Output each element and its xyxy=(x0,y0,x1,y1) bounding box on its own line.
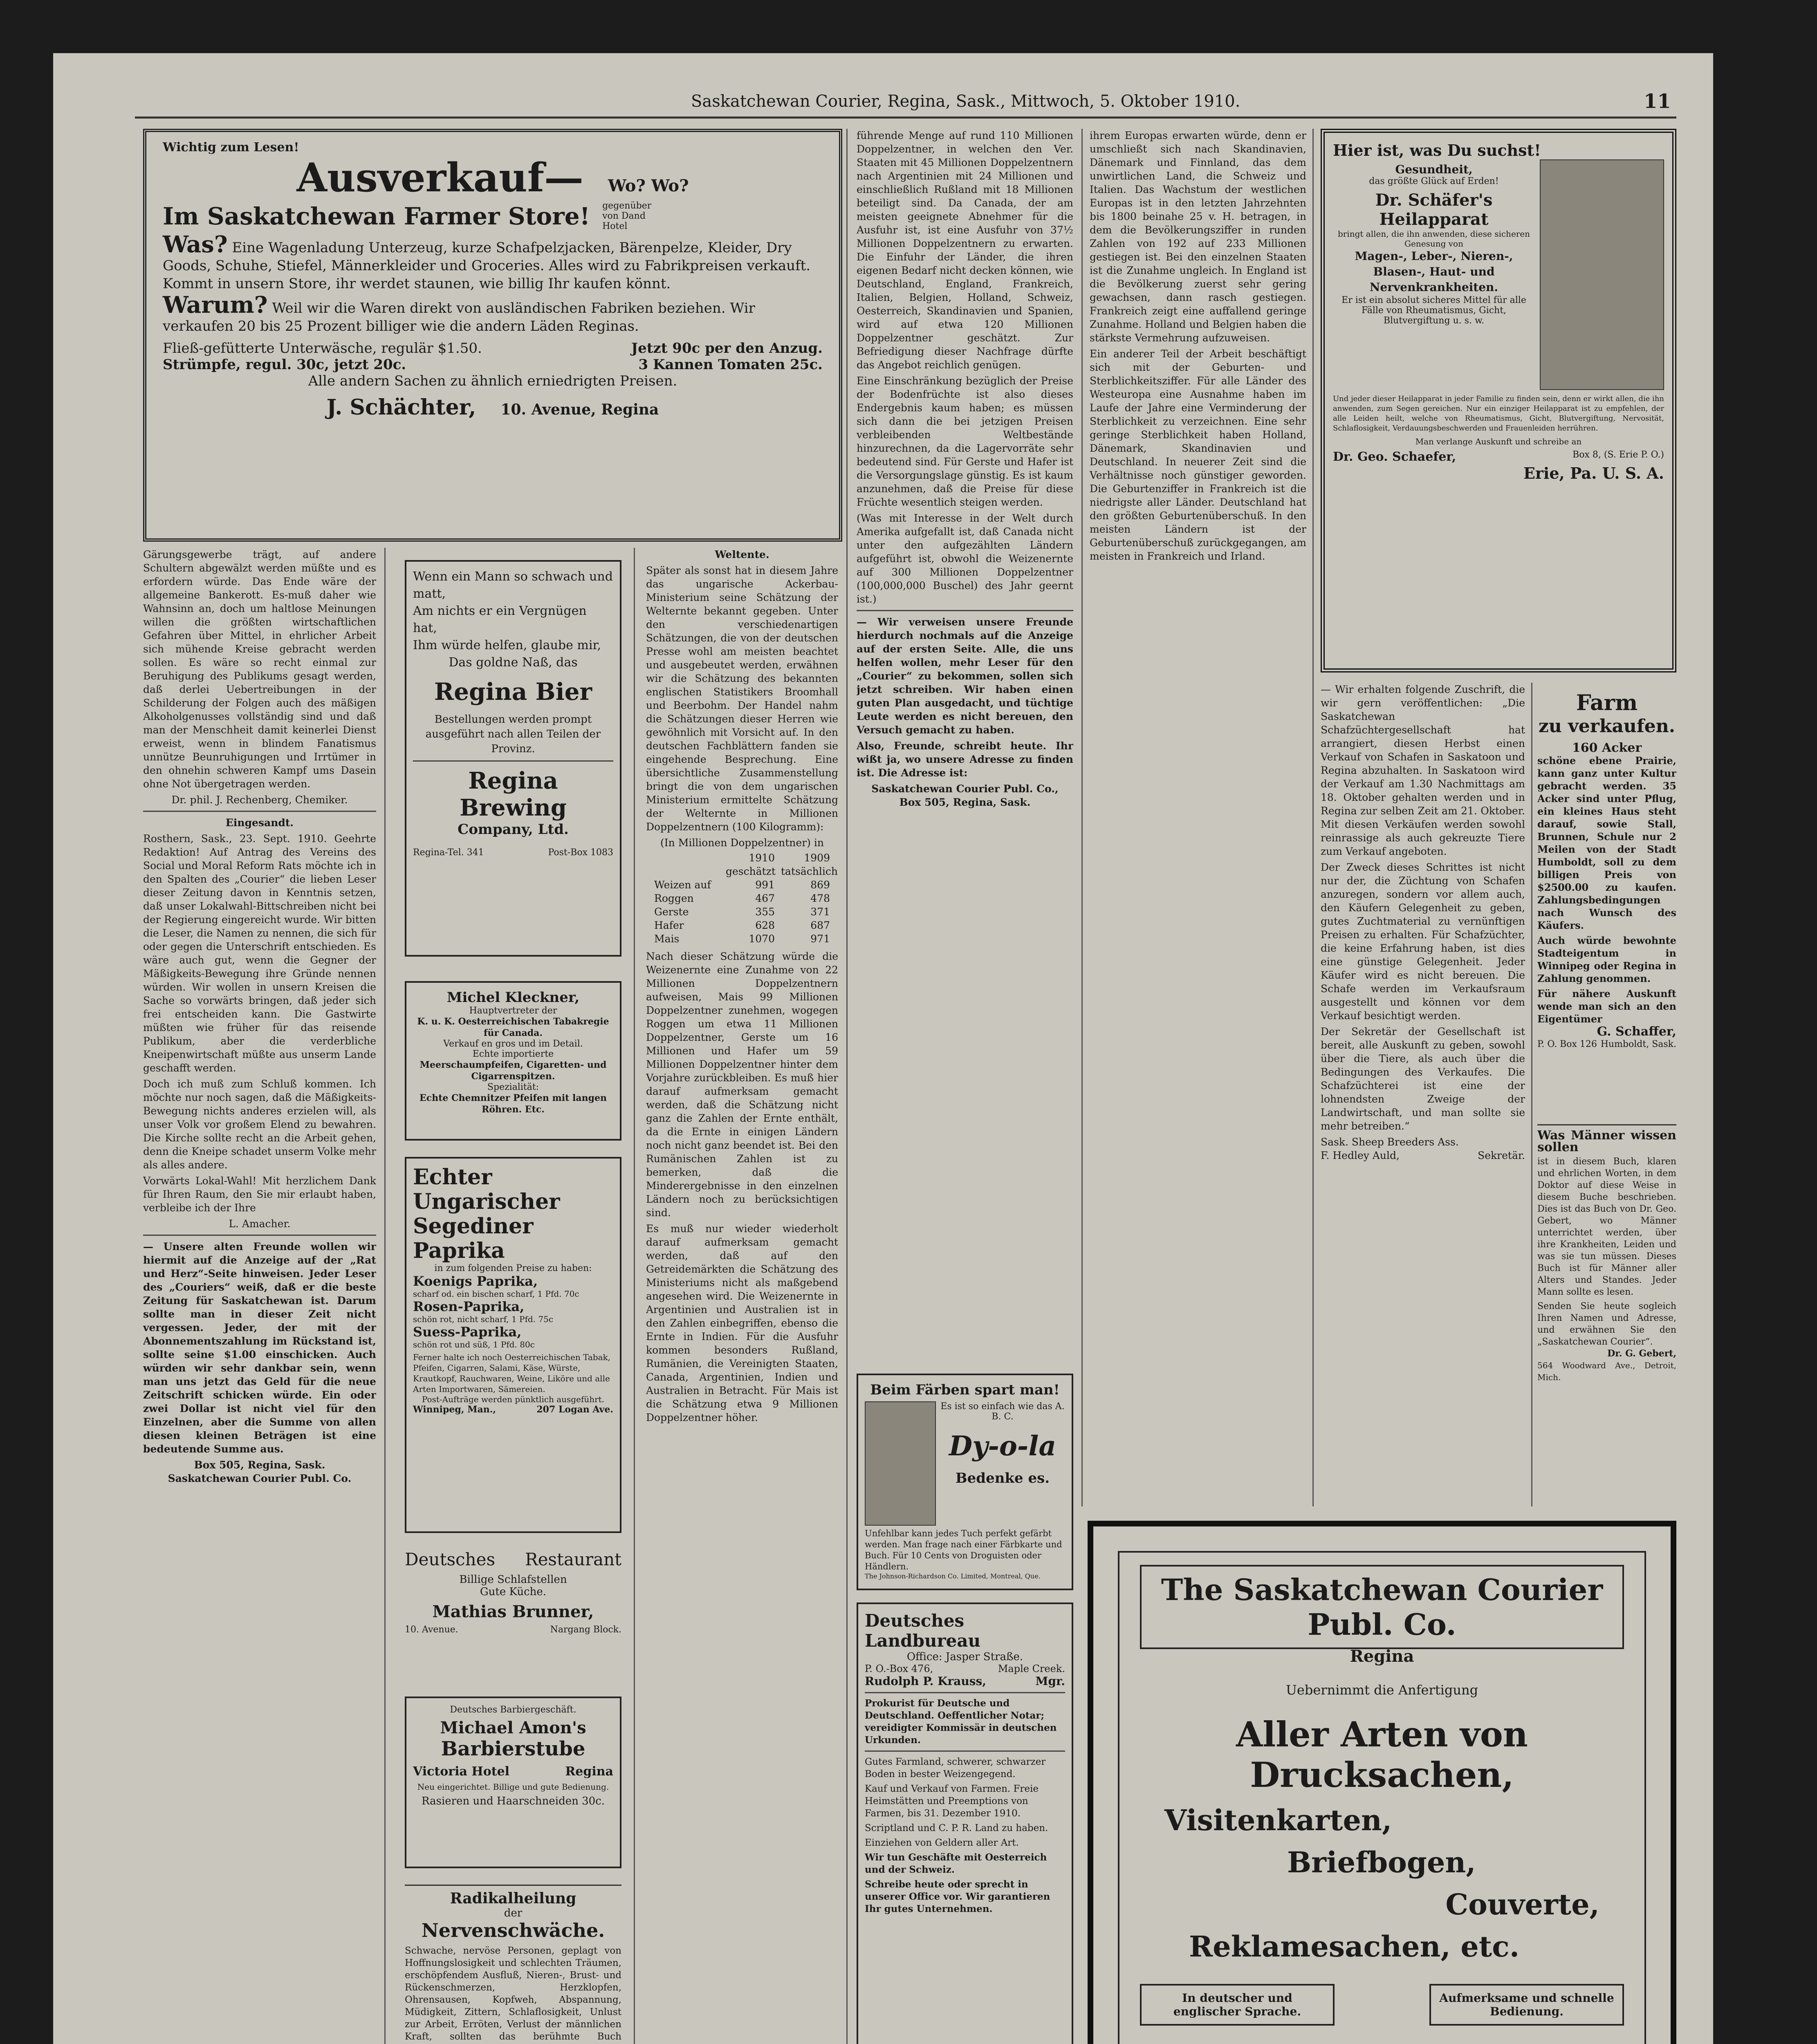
col-d-text: ihrem Europas erwarten würde, denn er umschließt sich nach Skandinavien, Dänemark und Finnland, das dem unwirtlichen Land, die Schweiz und Italien. Das Wachstum der westlichen Europas ist in den letzten Jahrzehnten bis 1800 beinahe 25 v. H. betragen, in dem die Bevölkerungsziffer in runden Zahlen von 192 auf 233 Millionen gestiegen ist. Bei den einzelnen Staaten ist die Zunahme ungleich. In England ist die Bevölkerung zuerst sehr gering gewachsen, dann rasch gestiegen. Frankreich zeigt eine auffallend geringe Zunahme. Holland und Belgien haben die stärkste Vermehrung aufzuweisen. xyxy=(1090,130,1306,344)
druck-box-2: Aufmerksame und schnelle Bedienung. xyxy=(1429,1984,1624,2026)
was-text: Eine Wagenladung Unterzeug, kurze Schafpelzjacken, Bärenpelze, Kleider, Dry Goods, Schuhe, Stiefel, Männerkleider und Groceries. Alles wird zu Fabrikpreisen verkauft. Kommt in unsern Store, ihr werdet staunen, wie billig Ihr kaufen könnt. xyxy=(163,240,811,292)
top-rule xyxy=(135,117,1676,119)
radikal-text: Schwache, nervöse Personen, geplagt von Hoffnungslosigkeit und schlechten Träumen, erschöpfendem Ausfluß, Nieren-, Brust- und Rückenschmerzen, Herzklopfen, Ohrensausen, Kopfweh, Abspannung, Müdigkeit, Zittern, Schlaflosigkeit, Unlust zur Arbeit, Erröten, Verlust der männlichen Kraft, sollten das berühmte Buch xyxy=(405,1945,621,2042)
table-row: Hafer 628 687 xyxy=(654,919,830,931)
weltente-text: Später als sonst hat in diesem Jahre das ungarische Ackerbau-Ministerium seine Schätzung der Welternte bekannt gegeben. Unter den verschiedenartigen Schätzungen, die von der deutschen Presse wohl am meisten beachtet und ausgebeutet werden, erwähnen wir die Schätzung des bekannten englischen Statistikers Broomhall und Beerbohm. Der Handel nahm die Schätzungen dieser Herren wie gewöhnlich mit Vorsicht auf. In den deutschen Fachblättern fanden sie eingehende Besprechung. Eine übersichtliche Zusammenstellung bringt die von dem ungarischen Ministerium ermittelte Schätzung der Welternte in Millionen Doppelzentnern (100 Kilogramm): xyxy=(646,565,838,833)
landbureau-line-6: Wir tun Geschäfte mit Oesterreich und der Schweiz. xyxy=(865,1852,1047,1875)
landbureau-line-5: Einziehen von Geldern aller Art. xyxy=(865,1838,1019,1848)
table-row: Weizen auf 991 869 xyxy=(654,879,830,891)
paprika-title-4: Paprika xyxy=(413,1238,505,1263)
druck-ad-outer xyxy=(1088,1521,1676,2044)
bier-brand: Regina Bier xyxy=(434,678,592,706)
kleckner-line-3: Verkauf en gros und im Detail. xyxy=(443,1039,583,1049)
col-c-freunde-addr-2: Box 505, Regina, Sask. xyxy=(899,796,1031,808)
radikal-title-3: Nervenschwäche. xyxy=(421,1919,605,1941)
paprika-item-1: Koenigs Paprika, xyxy=(413,1273,538,1289)
schaefer-box: Box 8, (S. Erie P. O.) xyxy=(1572,450,1664,460)
barbier-ad xyxy=(405,1697,621,1868)
ausverkauf-tag: Wichtig zum Lesen! xyxy=(163,140,299,155)
paprika-item-3: Suess-Paprika, xyxy=(413,1324,522,1340)
col-c-text-2: Eine Einschränkung bezüglich der Preise der Bodenfrüchte ist also dieses Endergebnis kaum haben; es müssen sich dann die bei jetzigen Preisen verbleibenden Weltbestände hinzurechnen, da die Lagervorräte sehr bedeutend sind. Für Gerste und Hafer ist die Versorgungslage günstig. Es ist kaum anzunehmen, daß die Preise für diese Früchte wesentlich steigen werden. xyxy=(857,375,1073,508)
farm-box: P. O. Box 126 xyxy=(1537,1039,1597,1049)
schaefer-line-1: bringt allen, die ihn anwenden, diese sicheren Genesung von xyxy=(1337,229,1530,249)
dyola-maker: The Johnson-Richardson Co. Limited, Montreal, Que. xyxy=(865,1572,1041,1580)
schaefer-line-3: Er ist ein absolut sicheres Mittel für alle Fälle von Rheumatismus, Gicht, Blutvergiftung u. s. w. xyxy=(1341,295,1526,326)
farm-city: Humboldt, Sask. xyxy=(1600,1039,1676,1049)
eingesandt-closing: Vorwärts Lokal-Wahl! Mit herzlichem Dank für Ihren Raum, den Sie mir erlaubt haben, verbleibe ich der Ihre xyxy=(143,1175,376,1214)
schaefer-city: Erie, Pa. U. S. A. xyxy=(1523,464,1664,482)
barbier-name-2: Barbierstube xyxy=(441,1737,585,1760)
landbureau-line-4: Scriptland und C. P. R. Land zu haben. xyxy=(865,1823,1048,1833)
farm-text: schöne ebene Prairie, kann ganz unter Kultur gebracht werden. 35 Acker sind unter Pflug, ein kleines Haus steht darauf, sowie Stall, Brunnen, Schule nur 2 Meilen von der Stadt Humboldt, soll zu dem billigen Preis von $2500.00 zu kaufen. Zahlungsbedingungen nach Wunsch des Käufers. xyxy=(1537,755,1676,931)
freunde-address-1: Box 505, Regina, Sask. xyxy=(194,1459,325,1471)
maenner-heading: Was Männer wissen sollen xyxy=(1537,1128,1676,1154)
kleckner-line-5: Meerschaumpfeifen, Cigaretten- und Cigarrenspitzen. xyxy=(419,1060,607,1082)
schaefer-note: Man verlange Auskunft und schreibe an xyxy=(1415,437,1582,446)
restaurant-line-2: Gute Küche. xyxy=(480,1586,547,1598)
brewing-box: Post-Box 1083 xyxy=(548,847,613,858)
druck-item-1: Visitenkarten, xyxy=(1164,1803,1392,1837)
table-row: Roggen 467 478 xyxy=(654,892,830,904)
druck-lead: Uebernimmt die Anfertigung xyxy=(1285,1682,1478,1698)
ausverkauf-wo: Wo? Wo? xyxy=(608,176,689,195)
schaefer-ad xyxy=(1321,129,1676,672)
bier-line-1: Wenn ein Mann so schwach und matt, xyxy=(413,569,613,601)
druck-company: The Saskatchewan Courier Publ. Co. xyxy=(1140,1565,1624,1649)
col-c-freunde-close: Also, Freunde, schreibt heute. Ihr wißt ja, wo unsere Adresse zu finden ist. Die Adresse ist: xyxy=(857,740,1073,779)
landbureau-ad xyxy=(857,1602,1073,2044)
maenner-text-2: Senden Sie heute sogleich Ihren Namen und Adresse, und erwähnen Sie den „Saskatchewan Courier“. xyxy=(1537,1301,1676,1347)
maenner-doctor: Dr. G. Gebert, xyxy=(1607,1348,1676,1359)
restaurant-line-1: Billige Schlafstellen xyxy=(459,1573,567,1586)
schaefer-name: Dr. Schäfer's Heilapparat xyxy=(1375,191,1493,229)
radikal-title-1: Radikalheilung xyxy=(450,1890,577,1907)
maenner-address: 564 Woodward Ave., Detroit, Mich. xyxy=(1537,1360,1676,1382)
dyola-text: Unfehlbar kann jedes Tuch perfekt gefärbt werden. Man frage nach einer Färbkarte und Buch. Für 10 Cents von Droguisten oder Händlern. xyxy=(865,1529,1062,1571)
schaefer-heading: Hier ist, was Du suchst! xyxy=(1333,141,1541,159)
schaefer-sub-2: das größte Glück auf Erden! xyxy=(1369,176,1499,186)
barbier-top: Deutsches Barbiergeschäft. xyxy=(450,1705,577,1715)
col-c-freunde-addr-1: Saskatchewan Courier Publ. Co., xyxy=(871,783,1059,795)
restaurant-ad xyxy=(405,1549,621,1684)
weltente-table xyxy=(646,849,838,947)
landbureau-city: Maple Creek. xyxy=(998,1663,1065,1674)
druck-box-1: In deutscher und englischer Sprache. xyxy=(1140,1984,1335,2026)
druck-ad-inner xyxy=(1118,1551,1646,2044)
col1-top-sign: Dr. phil. J. Rechenberg, Chemiker. xyxy=(171,794,348,806)
kleckner-line-6: Spezialität: xyxy=(487,1082,539,1092)
eingesandt-text-2: Doch ich muß zum Schluß kommen. Ich möchte nur noch sagen, daß die Mäßigkeits-Bewegung nichts anderes erzielen will, als unser Volk vor großem Elend zu bewahren. Die Kirche sollte recht an die Arbeit gehen, denn die Kneipe schadet unserm Volke mehr als alles andere. xyxy=(143,1078,376,1171)
landbureau-title-2: Landbureau xyxy=(865,1631,981,1651)
landbureau-line-2: Gutes Farmland, schwerer, schwarzer Boden in bester Weizengegend. xyxy=(865,1757,1046,1780)
schaf-text: — Wir erhalten folgende Zuschrift, die wir gern veröffentlichen: „Die Saskatchewan Schafzüchtergesellschaft hat arrangiert, diesen Herbst einen Verkauf von Schafen in Saskatoon und Regina abzuhalten. In Saskatoon wird der Verkauf am 1.30 Nachmittags am 18. Oktober gehalten werden und in Regina zur selben Zeit am 21. Oktober. Mit diesen Verkäufen werden sowohl reinrassige als auch gekreuzte Tiere zum Verkauf angeboten. xyxy=(1321,684,1525,857)
kleckner-line-1: Hauptvertreter der xyxy=(469,1006,557,1016)
was-question: Was? xyxy=(163,231,228,258)
weltente-text-2: Nach dieser Schätzung würde die Weizenernte eine Zunahme von 22 Millionen Doppelzentnern aufweisen, Mais 99 Millionen Doppelzentner zunehmen, wogegen Roggen um etwa 11 Millionen Doppelzentner, Gerste um 16 Millionen und Hafer um 59 Millionen Doppelzentner hinter dem Vorjahre zurückbleiben. Es muß hier darauf aufmerksam gemacht werden, daß die Schätzung nicht ganz die Zahlen der Ernte enthält, da die Ernte in einigen Ländern noch nicht ganz beendet ist. Bei den Rumänischen Zahlen ist zu bemerken, daß die Minderergebnisse in den einzelnen Ländern noch zu berücksichtigen sind. xyxy=(646,950,838,1219)
column-1 xyxy=(143,548,376,2044)
col1-top-text: Gärungsgewerbe trägt, auf andere Schultern abgewälzt werden müßte und es erfordern würde. Das Ende wäre der allgemeine Bankerott. Es-muß daher wie Wahnsinn an, doch um haltlose Meinungen willen die größten wirtschaftlichen Gefahren über Mittel, in ehrlicher Arbeit sich mühende Kreise gebracht werden sollen. Es wäre so recht einmal zur Beruhigung des Publikums gesagt werden, daß derlei Uebertreibungen in der Schilderung der Folgen auch des mäßigen Alkoholgenusses vollständig sind und daß man der Menschheit damit keinerlei Dienst erweist, wenn in blindem Fanatismus unnütze Beunruhigungen und Irrtümer in den ohnehin schweren Kampf ums Dasein ohne Not übergetragen werden. xyxy=(143,549,376,790)
brewing-company: Regina Brewing xyxy=(460,767,567,821)
landbureau-line-1: Prokurist für Deutsche und Deutschland. Oeffentlicher Notar; vereidigter Kommissär in deutschen Urkunden. xyxy=(865,1698,1057,1746)
col-c-freunde-text: — Wir verweisen unsere Freunde hierdurch nochmals auf die Anzeige auf der ersten Seite. Alle, die uns helfen wollen, mehr Leser für den „Courier“ zu bekommen, sollen sich jetzt schreiben. Wir haben einen guten Plan ausgedacht, und tüchtige Leute werden es nicht bereuen, den Versuch gemacht zu haben. xyxy=(857,616,1073,736)
table-row: Mais 1070 971 xyxy=(654,933,830,945)
column-4 xyxy=(857,129,1073,1363)
schaefer-line-2: Magen-, Leber-, Nieren-, Blasen-, Haut- und Nervenkrankheiten. xyxy=(1355,249,1513,294)
barbier-name-1: Michael Amon's xyxy=(440,1718,586,1737)
eingesandt-sign: L. Amacher. xyxy=(229,1218,291,1230)
col-d-text-2: Ein anderer Teil der Arbeit beschäftigt sich mit der Geburten- und Sterblichkeitsziffer. Für alle Länder des Westeuropa eine Ausnahme haben im Laufe der Jahre eine Verminderung der Sterblichkeit zu verzeichnen. Eine sehr geringe Sterblichkeit haben Holland, Dänemark, Skandinavien und Deutschland. In neuerer Zeit sind die Verhältnisse noch günstiger geworden. Die Geburtenziffer in Frankreich ist die niedrigste aller Länder. Deutschland hat den größten Geburtenüberschuß. In den meisten Ländern ist der Geburtenüberschuß zurückgegangen, am meisten in Frankreich und Irland. xyxy=(1090,348,1306,562)
kleckner-line-7: Echte Chemnitzer Pfeifen mit langen Röhren. Etc. xyxy=(419,1093,607,1115)
page-number: 11 xyxy=(1644,90,1671,113)
paprika-item-3b: schön rot und süß, 1 Pfd. 80c xyxy=(413,1340,535,1349)
radikal-title-2: der xyxy=(504,1907,523,1919)
heilapparat-illustration xyxy=(1540,159,1664,390)
druck-city: Regina xyxy=(1350,1647,1414,1666)
schaf-sign-1: Sask. Sheep Breeders Ass. xyxy=(1321,1136,1459,1148)
barbier-line-2: Rasieren und Haarschneiden 30c. xyxy=(421,1795,605,1807)
owner-address: 10. Avenue, Regina xyxy=(500,401,659,418)
table-row: Gerste 355 371 xyxy=(654,906,830,918)
price-line-3: Alle andern Sachen zu ähnlich erniedrigten Preisen. xyxy=(308,373,677,389)
kleckner-name: Michel Kleckner, xyxy=(446,989,580,1006)
dyola-ad xyxy=(857,1374,1073,1590)
restaurant-title-1: Deutsches xyxy=(405,1549,495,1569)
paprika-item-2b: schön rot, nicht scharf, 1 Pfd. 75c xyxy=(413,1314,554,1324)
farm-acres: 160 Acker xyxy=(1572,741,1642,755)
landbureau-title-1: Deutsches xyxy=(865,1611,965,1631)
kleckner-ad xyxy=(405,981,621,1141)
landbureau-box: P. O.-Box 476, xyxy=(865,1663,933,1674)
paprika-title-2: Ungarischer xyxy=(413,1189,560,1214)
woman-illustration xyxy=(865,1401,936,1526)
bier-line-3: Ihm würde helfen, glaube mir, xyxy=(413,638,601,652)
landbureau-line-3: Kauf und Verkauf von Farmen. Freie Heimstätten und Preemptions von Farmen, bis 31. Dezember 1910. xyxy=(865,1784,1039,1819)
paprika-ad xyxy=(405,1157,621,1533)
kleckner-line-4: Echte importierte xyxy=(472,1049,554,1059)
farm-text-2: Auch würde bewohnte Stadteigentum in Winnipeg oder Regina in Zahlung genommen. xyxy=(1537,935,1676,984)
schaf-article xyxy=(1321,683,1525,1506)
landbureau-name: Rudolph P. Krauss, xyxy=(865,1674,986,1688)
druck-item-2: Briefbogen, xyxy=(1287,1845,1476,1879)
regina-bier-ad xyxy=(405,560,621,957)
schaf-text-2: Der Zweck dieses Schrittes ist nicht nur der, die Züchtung von Schafen anzuregen, sondern vor allem auch, den Käufern Gelegenheit zu geben, gutes Zuchtmaterial zu vernünftigen Preisen zu erhalten. Für Schafzüchter, die keine Erfahrung haben, ist dies eine günstige Gelegenheit. Jeder Käufer wird es nicht bereuen. Die Schafe werden im Verkaufsraum ausgestellt und können vor dem Verkauf besichtigt werden. xyxy=(1321,861,1525,1022)
column-5 xyxy=(1090,129,1306,1506)
col-c-text: führende Menge auf rund 110 Millionen Doppelzentner, in welchen den Ver. Staaten mit 45 Millionen Doppelzentnern nach Argentinien mit 24 Millionen und einschließlich Rußland mit 18 Millionen beteiligt sind. Da Canada, der am meisten geeignete Abnehmer für die Ausfuhr ist, ist eine Ausfuhr von 37½ Millionen Doppelzentnern zu erwarten. Die Einfuhr der Länder, die ihren eigenen Bedarf nicht decken können, wie Deutschland, England, Frankreich, Italien, Belgien, Holland, Schweiz, Oesterreich, Skandinavien und Spanien, wird auf etwa 120 Millionen Doppelzentner geschätzt. Zur Befriedigung dieser Nachfrage dürfte das Angebot reichlich genügen. xyxy=(857,130,1073,371)
price-line-1a: Fließ-gefütterte Unterwäsche, regulär $1.50. xyxy=(163,340,482,356)
schaefer-doctor: Dr. Geo. Schaefer, xyxy=(1333,450,1456,464)
restaurant-title-2: Restaurant xyxy=(525,1549,621,1569)
farm-ad xyxy=(1537,691,1676,1112)
weltente-heading: Weltente. xyxy=(715,549,769,560)
farm-text-3: Für nähere Auskunft wende man sich an den Eigentümer xyxy=(1537,988,1676,1025)
freunde-text: — Unsere alten Freunde wollen wir hiermit auf die Anzeige auf der „Rat und Herz“-Seite hinweisen. Jeder Leser des „Couriers“ weiß, daß er die beste Zeitung für Saskatchewan ist. Darum sollte man in dieser Zeit nicht vergessen. Jeder, der mit der Abonnementszahlung im Rückstand ist, sollte seine $1.00 einschicken. Auch würden wir sehr dankbar sein, wenn man uns jetzt das Geld für die neue Zeitschrift schicken würde. Ein oder zwei Dollar ist nicht viel für den Einzelnen, aber die Summe von allen diesen kleinen Beträgen ist eine bedeutende Summe aus. xyxy=(143,1241,376,1455)
bier-text-5: Bestellungen werden prompt ausgeführt nach allen Teilen der Provinz. xyxy=(425,713,601,755)
barbier-hotel: Victoria Hotel xyxy=(413,1764,510,1779)
restaurant-name: Mathias Brunner, xyxy=(432,1602,594,1621)
ausverkauf-title: Ausverkauf— xyxy=(296,155,584,201)
maenner-text: ist in diesem Buch, klaren und ehrlichen Worten, in dem Doktor auf diese Weise in diesem Buche beschrieben. Dies ist das Buch von Dr. Geo. Gebert, wo Männer unterrichtet werden, über ihre Krankheiten, Leiden und was sie tun müssen. Dieses Buch ist für Männer aller Alters und Standes. Jeder Mann sollte es lesen. xyxy=(1537,1156,1676,1297)
owner-name: J. Schächter, xyxy=(326,395,476,420)
price-line-2a: Strümpfe, regul. 30c, jetzt 20c. xyxy=(163,356,406,373)
druck-item-3: Couverte, xyxy=(1445,1887,1599,1921)
schaf-text-3: Der Sekretär der Gesellschaft ist bereit, alle Auskunft zu geben, sowohl über die Tiere, als auch über die Bedingungen des Verkaufes. Die Schafzüchterei ist eine der lohnendsten Zweige der Landwirtschaft, und man sollte sie mehr betreiben.“ xyxy=(1321,1026,1525,1132)
druck-headline: Aller Arten von Drucksachen, xyxy=(1236,1714,1528,1795)
paprika-title-1: Echter xyxy=(413,1165,492,1190)
warum-text: Weil wir die Waren direkt von ausländischen Fabriken beziehen. Wir verkaufen 20 bis 25 Prozent billiger wie die andern Läden Reginas. xyxy=(163,300,755,334)
druck-item-4: Reklamesachen, etc. xyxy=(1189,1930,1520,1963)
col-c-quote: (Was mit Interesse in der Welt durch Amerika aufgefallt ist, daß Canada nicht unter den aufgezählten Ländern aufgeführt ist, obwohl die Weizenernte auf 300 Millionen Doppelzentner (100,000,000 Buschel) des Jahr geernt ist.) xyxy=(857,512,1073,605)
warum-question: Warum? xyxy=(163,291,268,318)
landbureau-mgr: Mgr. xyxy=(1035,1674,1065,1688)
schaefer-subtitle: Gesundheit, xyxy=(1395,163,1473,176)
ausverkauf-ad xyxy=(143,129,842,542)
masthead: Saskatchewan Courier, Regina, Sask., Mittwoch, 5. Oktober 1910. xyxy=(691,92,1240,111)
dyola-brand: Dy-o-la xyxy=(949,1430,1057,1462)
maenner-ad xyxy=(1537,1124,1676,1506)
farm-title-2: zu verkaufen. xyxy=(1538,716,1676,737)
price-line-1b: Jetzt 90c per den Anzug. xyxy=(631,340,823,356)
paprika-item-2: Rosen-Paprika, xyxy=(413,1299,525,1314)
paprika-city: Winnipeg, Man., xyxy=(413,1404,496,1415)
column-3 xyxy=(646,548,838,2044)
newspaper-page xyxy=(53,53,1713,2044)
dyola-line-1: Es ist so einfach wie das A. B. C. xyxy=(940,1401,1065,1422)
landbureau-office: Office: Jasper Straße. xyxy=(906,1651,1023,1663)
paprika-footer: Post-Aufträge werden pünktlich ausgeführt. xyxy=(422,1394,605,1404)
paprika-text: Ferner halte ich noch Oesterreichischen Tabak, Pfeifen, Cigarren, Salami, Käse, Würste, Krautkopf, Rauchwaren, Weine, Liköre und alle Arten Importwaren, Sämereien. xyxy=(413,1352,610,1394)
freunde-address-2: Saskatchewan Courier Publ. Co. xyxy=(168,1472,352,1484)
paprika-title-3: Segediner xyxy=(413,1214,534,1239)
paprika-address: 207 Logan Ave. xyxy=(536,1404,613,1415)
barbier-city: Regina xyxy=(565,1764,613,1779)
radikal-ad xyxy=(405,1885,621,2044)
dyola-title: Beim Färben spart man! xyxy=(870,1382,1060,1398)
kleckner-line-2: K. u. K. Oesterreichischen Tabakregie für Canada. xyxy=(417,1016,609,1038)
ausverkauf-store: Im Saskatchewan Farmer Store! xyxy=(163,202,590,230)
dyola-tag: Bedenke es. xyxy=(955,1470,1050,1486)
bier-line-4: Das goldne Naß, das xyxy=(449,655,578,670)
price-line-2b: 3 Kannen Tomaten 25c. xyxy=(638,356,823,373)
restaurant-addr-2: Nargang Block. xyxy=(550,1625,621,1635)
schaefer-text: Und jeder dieser Heilapparat in jeder Familie zu finden sein, denn er wirkt allen, die ihn anwenden, zum Segen gereichen. Nur ein einziger Heilapparat ist zu empfehlen, der alle Leiden heilt, welche von Rheumatismus, Gicht, Blutvergiftung, Nervosität, Schlaflosigkeit, Verdauungsbeschwerden und Frauenleiden herrühren. xyxy=(1333,394,1664,433)
schaf-sign-3: Sekretär. xyxy=(1478,1150,1525,1161)
farm-title-1: Farm xyxy=(1576,691,1638,715)
brewing-tel: Regina-Tel. 341 xyxy=(413,847,484,858)
paprika-item-1b: scharf od. ein bischen scharf, 1 Pfd. 70c xyxy=(413,1289,579,1299)
weltente-table-caption: (In Millionen Doppelzentner) in xyxy=(660,837,824,849)
weltente-text-3: Es muß nur wieder wiederholt darauf aufmerksam gemacht werden, daß auf den Getreidemärkten die Schätzung des Ministeriums nicht als maßgebend angesehen wird. Die Weizenernte in Argentinien und Australien ist in den Zahlen einbegriffen, ebenso die Ernte in Indien. Für die Ausfuhr kommen besonders Rußland, Rumänien, die Vereinigten Staaten, Canada, Argentinien, Indien und Australien in Betracht. Für Mais ist die Schätzung etwa 9 Millionen Doppelzentner höher. xyxy=(646,1223,838,1423)
paprika-intro: in zum folgenden Preise zu haben: xyxy=(434,1263,592,1273)
landbureau-line-7: Schreibe heute oder sprecht in unserer Office vor. Wir garantieren Ihr gutes Unternehmen. xyxy=(865,1879,1050,1914)
restaurant-addr-1: 10. Avenue. xyxy=(405,1625,458,1635)
bier-line-2: Am nichts er ein Vergnügen hat, xyxy=(413,604,587,635)
brewing-company-2: Company, Ltd. xyxy=(458,821,569,838)
weltente-table-header: 1910 geschätzt 1909 tatsächlich xyxy=(726,852,838,877)
barbier-line-1: Neu eingerichtet. Billige und gute Bedienung. xyxy=(417,1782,609,1792)
eingesandt-text: Rosthern, Sask., 23. Sept. 1910. Geehrte Redaktion! Auf Antrag des Vereins des Social und Moral Reform Rats möchte ich in den Spalten des „Courier“ die lieben Leser dieser Zeitung davon in Kenntnis setzen, daß unser Lokalwahl-Bittschreiben nicht bei der Regierung eingereicht wurde. Wir bitten die Leser, die Namen zu nennen, die sich für oder gegen die Unterschrift entschieden. Es wäre auch gut, wenn die Gegner der Mäßigkeits-Bewegung ihre Gründe nennen würden. Wir wollen in unsern Kreisen die Sache so vorwärts bringen, daß jeder sich frei entscheiden kann. Die Gastwirte müßten wie früher für das reisende Publikum, aber die verderbliche Kneipenwirtschaft müßte aus unserm Lande geschafft werden. xyxy=(143,833,376,1074)
ausverkauf-opposite: gegenüber von Dand Hotel xyxy=(602,201,652,231)
farm-owner: G. Schaffer, xyxy=(1597,1024,1676,1039)
eingesandt-heading: Eingesandt. xyxy=(225,817,294,829)
schaf-sign-2: F. Hedley Auld, xyxy=(1321,1150,1400,1161)
